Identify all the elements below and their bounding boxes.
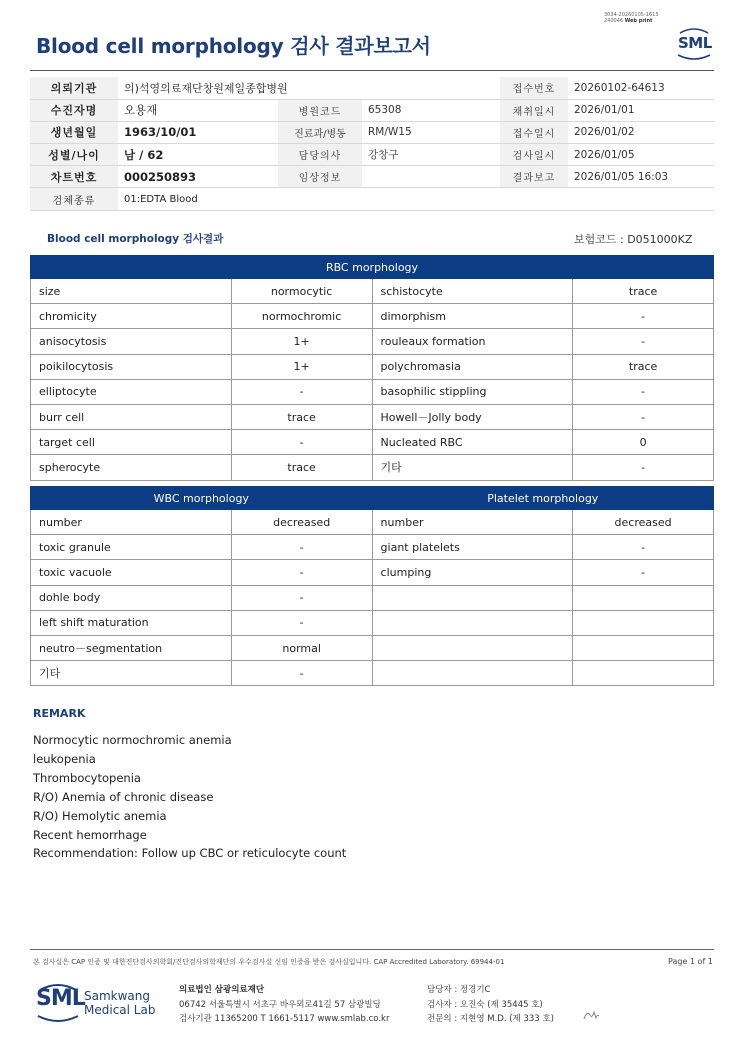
rbc-item-result: - — [573, 404, 714, 429]
wbc-plt-item-name: clumping — [372, 560, 573, 585]
logo-name-line1: Samkwang — [84, 989, 150, 1003]
rbc-item-result: - — [573, 304, 714, 329]
rbc-row — [31, 329, 714, 354]
rbc-item-result: - — [573, 379, 714, 404]
chart-no-label: 차트번호 — [30, 166, 118, 188]
wbc-plt-row — [31, 560, 714, 585]
footer-divider — [30, 949, 714, 950]
remark-line: Thrombocytopenia — [33, 770, 141, 785]
org-address: 06742 서울특별시 서초구 바우뫼로41길 57 삼광빌딩 — [179, 999, 381, 1010]
wbc-plt-item-result: - — [231, 585, 372, 610]
organization-info — [179, 983, 389, 1027]
remark-line: leukopenia — [33, 751, 96, 766]
rbc-item-name: elliptocyte — [31, 379, 232, 404]
wbc-platelet-morphology-table — [30, 486, 714, 686]
name-value: 오용재 — [118, 99, 278, 121]
rbc-item-name: anisocytosis — [31, 329, 232, 354]
specimen-type-label: 검체종류 — [30, 188, 118, 210]
rbc-row — [31, 354, 714, 379]
rbc-header: RBC morphology — [31, 256, 714, 279]
remark-line: R/O) Anemia of chronic disease — [33, 789, 214, 804]
clinical-info-label: 임상정보 — [278, 166, 362, 188]
staff-label: 전문의 : — [427, 1014, 458, 1024]
rbc-item-result: trace — [573, 279, 714, 304]
requester-label: 의뢰기관 — [30, 77, 118, 99]
wbc-plt-item-result — [573, 661, 714, 686]
dept-label: 진료과/병동 — [278, 121, 362, 143]
birth-label: 생년월일 — [30, 121, 118, 143]
rbc-item-name: Nucleated RBC — [372, 430, 573, 455]
doctor-label: 담당의사 — [278, 144, 362, 166]
logo-name-line2: Medical Lab — [84, 1003, 156, 1017]
logo-mark-text: SML — [36, 986, 85, 1011]
wbc-plt-item-result — [573, 610, 714, 635]
rbc-item-name: polychromasia — [372, 354, 573, 379]
remark-text — [33, 731, 346, 863]
rbc-item-name: basophilic stippling — [372, 379, 573, 404]
page-number: Page 1 of 1 — [668, 957, 713, 966]
logo-text: SML — [678, 34, 712, 52]
report-date-label: 결과보고 — [500, 166, 568, 188]
wbc-plt-item-result: normal — [231, 635, 372, 660]
rbc-item-result: 1+ — [231, 354, 372, 379]
rbc-item-result: - — [231, 430, 372, 455]
receive-date-label: 접수일시 — [500, 121, 568, 143]
wbc-plt-item-result — [573, 585, 714, 610]
remark-line: R/O) Hemolytic anemia — [33, 808, 167, 823]
rbc-item-name: rouleaux formation — [372, 329, 573, 354]
doctor-value: 강창구 — [362, 144, 500, 166]
rbc-item-name: burr cell — [31, 404, 232, 429]
wbc-plt-item-name: neutro－segmentation — [31, 635, 232, 660]
rbc-row — [31, 379, 714, 404]
rbc-item-name: chromicity — [31, 304, 232, 329]
wbc-plt-item-name: number — [31, 510, 232, 535]
rbc-morphology-table — [30, 255, 714, 481]
wbc-plt-row — [31, 535, 714, 560]
wbc-plt-row — [31, 510, 714, 535]
wbc-plt-item-result: - — [573, 560, 714, 585]
wbc-plt-item-name — [372, 661, 573, 686]
signature-icon — [582, 1006, 600, 1022]
test-date-value: 2026/01/05 — [568, 144, 714, 166]
chart-no-value: 000250893 — [118, 166, 278, 188]
section-title: Blood cell morphology 검사결과 — [47, 233, 224, 245]
wbc-plt-item-result: decreased — [573, 510, 714, 535]
rbc-row — [31, 279, 714, 304]
sex-age-value: 남 / 62 — [118, 144, 278, 166]
report-title: Blood cell morphology 검사 결과보고서 — [36, 34, 431, 58]
staff-label: 담당자 : — [427, 985, 458, 995]
wbc-plt-item-name: 기타 — [31, 661, 232, 686]
wbc-plt-item-name: left shift maturation — [31, 610, 232, 635]
rbc-item-result: - — [231, 379, 372, 404]
hospital-code-value: 65308 — [362, 99, 500, 121]
wbc-plt-item-result: decreased — [231, 510, 372, 535]
rbc-item-name: 기타 — [372, 455, 573, 480]
rbc-item-name: poikilocytosis — [31, 354, 232, 379]
rbc-item-name: schistocyte — [372, 279, 573, 304]
print-id-number: 240046 — [604, 18, 624, 24]
clinical-info-value — [362, 166, 500, 188]
rbc-item-result: - — [573, 329, 714, 354]
collect-date-label: 채취일시 — [500, 99, 568, 121]
receive-date-value: 2026/01/02 — [568, 121, 714, 143]
accreditation-note: 본 검사실은 CAP 인증 및 대한진단검사의학회/진단검사의학재단의 우수검사실 신임 인증을 받은 검사실입니다. CAP Accredited Laboratory. 69944-01 — [33, 958, 505, 966]
wbc-plt-item-name: toxic vacuole — [31, 560, 232, 585]
rbc-row — [31, 455, 714, 480]
rbc-item-name: Howell－Jolly body — [372, 404, 573, 429]
rbc-row — [31, 304, 714, 329]
wbc-plt-row — [31, 635, 714, 660]
rbc-item-result: 0 — [573, 430, 714, 455]
wbc-plt-item-name — [372, 635, 573, 660]
remark-line: Normocytic normochromic anemia — [33, 733, 232, 747]
staff-label: 검사자 : — [427, 999, 458, 1010]
staff-info — [427, 983, 554, 1027]
wbc-plt-item-name: dohle body — [31, 585, 232, 610]
sex-age-label: 성별/나이 — [30, 144, 118, 166]
staff-value: 정경기C — [459, 985, 491, 995]
rbc-item-name: spherocyte — [31, 455, 232, 480]
top-divider — [30, 70, 714, 71]
rbc-item-result: trace — [573, 354, 714, 379]
test-date-label: 검사일시 — [500, 144, 568, 166]
birth-value: 1963/10/01 — [118, 121, 278, 143]
name-label: 수진자명 — [30, 99, 118, 121]
collect-date-value: 2026/01/01 — [568, 99, 714, 121]
specimen-no-label: 접수번호 — [500, 77, 568, 99]
rbc-item-result: 1+ — [231, 329, 372, 354]
print-id — [604, 12, 659, 24]
wbc-plt-item-result — [573, 635, 714, 660]
rbc-item-name: target cell — [31, 430, 232, 455]
wbc-plt-row — [31, 585, 714, 610]
rbc-item-result: trace — [231, 455, 372, 480]
print-id-line1: 3034-20260105-1615 — [604, 12, 659, 18]
wbc-plt-row — [31, 661, 714, 686]
rbc-item-result: trace — [231, 404, 372, 429]
rbc-item-result: normochromic — [231, 304, 372, 329]
remark-title: REMARK — [33, 707, 86, 720]
rbc-row — [31, 404, 714, 429]
rbc-item-result: - — [573, 455, 714, 480]
wbc-plt-row — [31, 610, 714, 635]
samkwang-logo — [36, 983, 166, 1023]
sml-logo — [674, 26, 714, 62]
wbc-plt-item-result: - — [573, 535, 714, 560]
insurance-code: 보험코드 : D051000KZ — [574, 233, 693, 246]
rbc-item-result: normocytic — [231, 279, 372, 304]
dept-value: RM/W15 — [362, 121, 500, 143]
wbc-plt-item-result: - — [231, 610, 372, 635]
wbc-header: WBC morphology — [31, 487, 373, 510]
print-id-tag: Web print — [624, 18, 653, 24]
report-date-value: 2026/01/05 16:03 — [568, 166, 714, 188]
wbc-plt-item-name — [372, 585, 573, 610]
rbc-item-name: dimorphism — [372, 304, 573, 329]
wbc-plt-item-result: - — [231, 535, 372, 560]
org-name: 의료법인 삼광의료재단 — [179, 985, 265, 995]
requester-value: 의)석영의료재단창원제일종합병원 — [118, 77, 500, 99]
wbc-plt-item-result: - — [231, 661, 372, 686]
platelet-header: Platelet morphology — [372, 487, 713, 510]
org-contact: 검사기관 11365200 T 1661-5117 www.smlab.co.kr — [179, 1014, 390, 1024]
hospital-code-label: 병원코드 — [278, 99, 362, 121]
wbc-plt-item-name — [372, 610, 573, 635]
rbc-row — [31, 430, 714, 455]
wbc-plt-item-name: number — [372, 510, 573, 535]
specimen-no-value: 20260102-64613 — [568, 77, 714, 99]
specimen-type-value: 01:EDTA Blood — [118, 188, 714, 210]
staff-value: 오진숙 (제 35445 호) — [459, 999, 543, 1010]
wbc-plt-item-result: - — [231, 560, 372, 585]
rbc-item-name: size — [31, 279, 232, 304]
wbc-plt-item-name: toxic granule — [31, 535, 232, 560]
remark-line: Recent hemorrhage — [33, 827, 147, 842]
wbc-plt-item-name: giant platelets — [372, 535, 573, 560]
staff-value: 지현영 M.D. (제 333 호) — [459, 1014, 554, 1024]
remark-line: Recommendation: Follow up CBC or reticulocyte count — [33, 846, 347, 861]
patient-info-table — [30, 77, 714, 211]
